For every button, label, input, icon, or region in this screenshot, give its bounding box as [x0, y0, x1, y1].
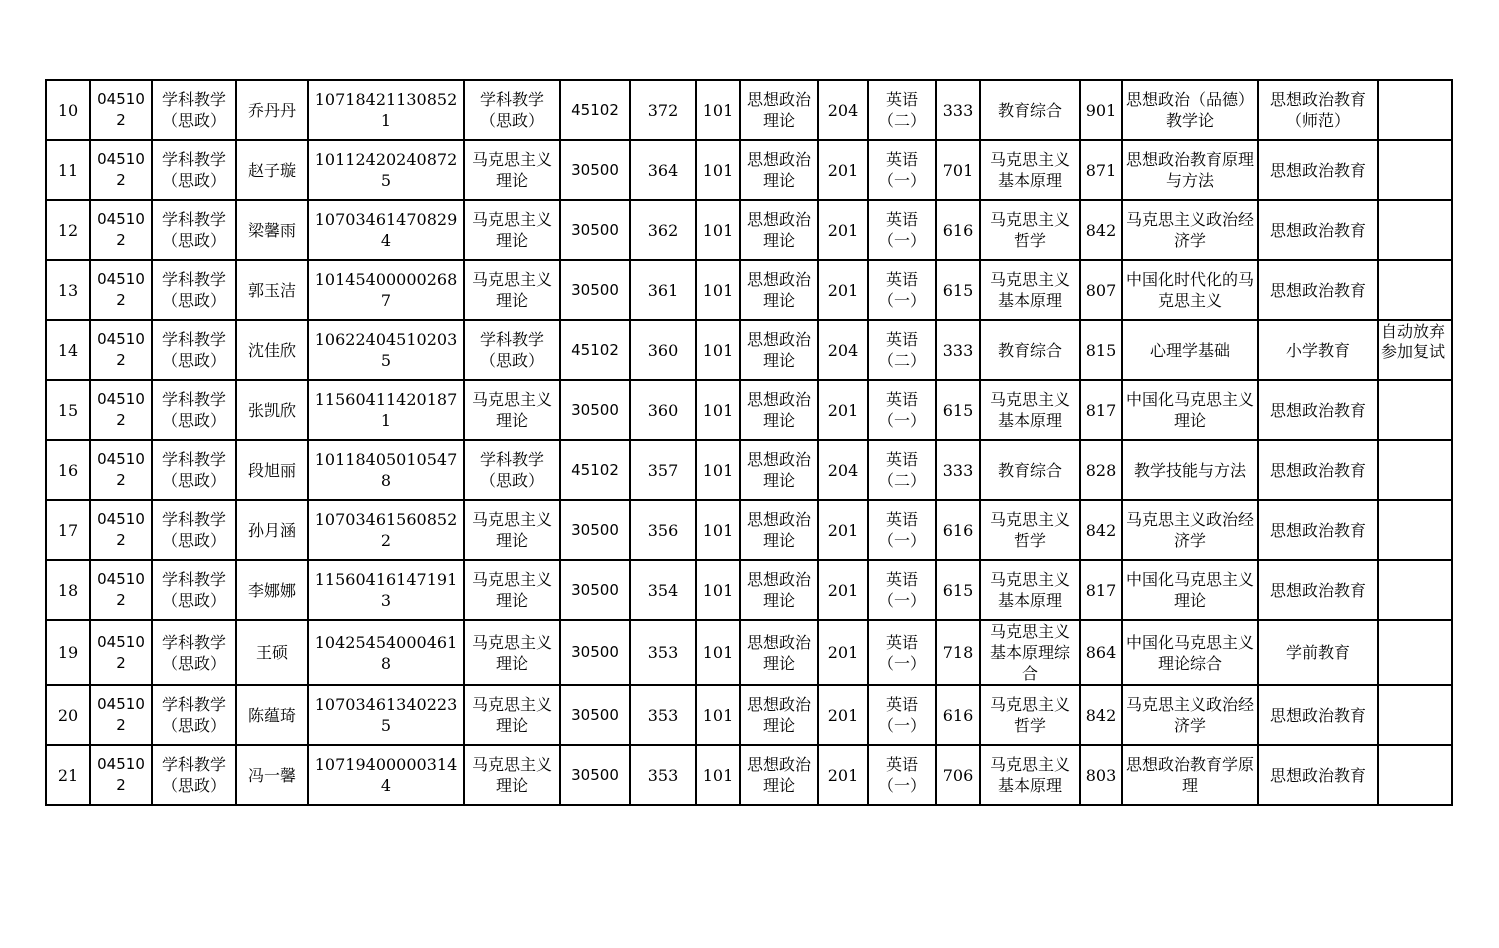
cell-major: 学科教学（思政） — [152, 500, 236, 560]
cell-name: 王硕 — [236, 620, 308, 685]
cell-english-name: 英语（一） — [868, 560, 936, 620]
cell-undergrad-major: 思想政治教育 — [1258, 440, 1378, 500]
cell-english-name: 英语（二） — [868, 440, 936, 500]
cell-subject3-name: 马克思主义哲学 — [980, 685, 1080, 745]
cell-politics-name: 思想政治理论 — [740, 380, 818, 440]
cell-apply-major: 马克思主义理论 — [464, 500, 560, 560]
cell-exam-id: 104254540004618 — [308, 620, 464, 685]
cell-apply-code: 45102 — [560, 440, 630, 500]
cell-subject4-code: 842 — [1080, 500, 1122, 560]
cell-subject3-name: 马克思主义基本原理 — [980, 745, 1080, 805]
cell-major-code: 045102 — [90, 685, 152, 745]
cell-name: 李娜娜 — [236, 560, 308, 620]
cell-total-score: 353 — [630, 620, 696, 685]
cell-total-score: 360 — [630, 320, 696, 380]
cell-politics-code: 101 — [696, 745, 740, 805]
cell-subject3-code: 616 — [936, 685, 980, 745]
cell-subject3-name: 马克思主义哲学 — [980, 500, 1080, 560]
cell-undergrad-major: 思想政治教育 — [1258, 200, 1378, 260]
cell-exam-id: 107034615608522 — [308, 500, 464, 560]
cell-subject4-name: 中国化马克思主义理论综合 — [1122, 620, 1258, 685]
cell-major-code: 045102 — [90, 440, 152, 500]
cell-subject3-code: 616 — [936, 200, 980, 260]
table-row — [46, 380, 1452, 440]
cell-english-name: 英语（一） — [868, 685, 936, 745]
cell-politics-code: 101 — [696, 80, 740, 140]
cell-major-code: 045102 — [90, 560, 152, 620]
cell-major: 学科教学（思政） — [152, 80, 236, 140]
table-row — [46, 620, 1452, 685]
cell-english-code: 201 — [818, 685, 868, 745]
cell-rank: 15 — [46, 380, 90, 440]
cell-exam-id: 107034613402235 — [308, 685, 464, 745]
cell-politics-name: 思想政治理论 — [740, 745, 818, 805]
cell-note — [1378, 440, 1452, 500]
cell-apply-major: 马克思主义理论 — [464, 560, 560, 620]
cell-name: 冯一馨 — [236, 745, 308, 805]
cell-subject4-name: 心理学基础 — [1122, 320, 1258, 380]
cell-apply-code: 45102 — [560, 80, 630, 140]
cell-politics-code: 101 — [696, 140, 740, 200]
cell-major: 学科教学（思政） — [152, 620, 236, 685]
cell-total-score: 361 — [630, 260, 696, 320]
cell-subject3-code: 333 — [936, 320, 980, 380]
cell-note — [1378, 500, 1452, 560]
cell-apply-code: 45102 — [560, 320, 630, 380]
cell-rank: 13 — [46, 260, 90, 320]
cell-rank: 20 — [46, 685, 90, 745]
cell-subject3-name: 教育综合 — [980, 440, 1080, 500]
cell-undergrad-major: 思想政治教育 — [1258, 260, 1378, 320]
cell-subject3-code: 615 — [936, 560, 980, 620]
cell-english-code: 201 — [818, 140, 868, 200]
cell-subject3-name: 马克思主义基本原理 — [980, 140, 1080, 200]
table-row — [46, 685, 1452, 745]
cell-name: 梁馨雨 — [236, 200, 308, 260]
cell-major: 学科教学（思政） — [152, 440, 236, 500]
cell-major-code: 045102 — [90, 500, 152, 560]
cell-undergrad-major: 小学教育 — [1258, 320, 1378, 380]
cell-subject3-code: 701 — [936, 140, 980, 200]
cell-subject4-code: 842 — [1080, 200, 1122, 260]
cell-major: 学科教学（思政） — [152, 685, 236, 745]
cell-english-name: 英语（一） — [868, 620, 936, 685]
cell-politics-code: 101 — [696, 440, 740, 500]
cell-english-code: 201 — [818, 620, 868, 685]
cell-politics-code: 101 — [696, 560, 740, 620]
cell-subject4-name: 马克思主义政治经济学 — [1122, 200, 1258, 260]
cell-subject4-name: 马克思主义政治经济学 — [1122, 500, 1258, 560]
cell-rank: 16 — [46, 440, 90, 500]
cell-exam-id: 107034614708294 — [308, 200, 464, 260]
cell-total-score: 353 — [630, 745, 696, 805]
cell-note — [1378, 745, 1452, 805]
cell-english-name: 英语（一） — [868, 380, 936, 440]
table-row — [46, 80, 1452, 140]
cell-note: 自动放弃参加复试 — [1378, 320, 1452, 380]
cell-rank: 11 — [46, 140, 90, 200]
cell-rank: 18 — [46, 560, 90, 620]
cell-english-code: 204 — [818, 80, 868, 140]
cell-politics-code: 101 — [696, 500, 740, 560]
cell-apply-major: 学科教学（思政） — [464, 80, 560, 140]
cell-subject3-code: 616 — [936, 500, 980, 560]
cell-subject3-name: 教育综合 — [980, 80, 1080, 140]
cell-apply-major: 马克思主义理论 — [464, 745, 560, 805]
cell-apply-code: 30500 — [560, 260, 630, 320]
cell-apply-major: 学科教学（思政） — [464, 440, 560, 500]
cell-major: 学科教学（思政） — [152, 260, 236, 320]
cell-politics-name: 思想政治理论 — [740, 685, 818, 745]
table-row — [46, 745, 1452, 805]
cell-subject3-code: 333 — [936, 80, 980, 140]
cell-politics-name: 思想政治理论 — [740, 200, 818, 260]
cell-note — [1378, 685, 1452, 745]
cell-subject3-code: 615 — [936, 260, 980, 320]
cell-english-code: 201 — [818, 260, 868, 320]
cell-apply-major: 马克思主义理论 — [464, 380, 560, 440]
cell-english-code: 201 — [818, 500, 868, 560]
cell-apply-major: 学科教学（思政） — [464, 320, 560, 380]
cell-subject4-code: 901 — [1080, 80, 1122, 140]
cell-exam-id: 115604114201871 — [308, 380, 464, 440]
cell-note — [1378, 620, 1452, 685]
cell-rank: 14 — [46, 320, 90, 380]
cell-subject3-code: 718 — [936, 620, 980, 685]
cell-rank: 21 — [46, 745, 90, 805]
cell-subject3-name: 马克思主义基本原理 — [980, 380, 1080, 440]
cell-english-name: 英语（一） — [868, 500, 936, 560]
cell-subject3-name: 马克思主义基本原理 — [980, 260, 1080, 320]
cell-exam-id: 101184050105478 — [308, 440, 464, 500]
cell-note — [1378, 80, 1452, 140]
cell-politics-name: 思想政治理论 — [740, 320, 818, 380]
cell-note — [1378, 260, 1452, 320]
cell-major: 学科教学（思政） — [152, 140, 236, 200]
table-row — [46, 140, 1452, 200]
cell-major: 学科教学（思政） — [152, 560, 236, 620]
cell-english-code: 204 — [818, 440, 868, 500]
cell-politics-code: 101 — [696, 320, 740, 380]
cell-major-code: 045102 — [90, 80, 152, 140]
cell-apply-code: 30500 — [560, 560, 630, 620]
cell-total-score: 372 — [630, 80, 696, 140]
cell-major: 学科教学（思政） — [152, 745, 236, 805]
cell-apply-major: 马克思主义理论 — [464, 200, 560, 260]
cell-total-score: 353 — [630, 685, 696, 745]
cell-undergrad-major: 思想政治教育 — [1258, 560, 1378, 620]
cell-subject4-code: 842 — [1080, 685, 1122, 745]
cell-subject3-name: 马克思主义基本原理综合 — [980, 620, 1080, 685]
cell-subject4-name: 马克思主义政治经济学 — [1122, 685, 1258, 745]
cell-total-score: 356 — [630, 500, 696, 560]
cell-politics-name: 思想政治理论 — [740, 620, 818, 685]
cell-exam-id: 115604161471913 — [308, 560, 464, 620]
cell-subject4-name: 中国化马克思主义理论 — [1122, 560, 1258, 620]
cell-subject4-name: 教学技能与方法 — [1122, 440, 1258, 500]
cell-name: 沈佳欣 — [236, 320, 308, 380]
cell-subject4-code: 817 — [1080, 560, 1122, 620]
cell-politics-code: 101 — [696, 380, 740, 440]
cell-apply-major: 马克思主义理论 — [464, 620, 560, 685]
cell-subject4-code: 871 — [1080, 140, 1122, 200]
table-row — [46, 320, 1452, 380]
cell-rank: 19 — [46, 620, 90, 685]
cell-politics-code: 101 — [696, 260, 740, 320]
cell-major-code: 045102 — [90, 745, 152, 805]
cell-undergrad-major: 思想政治教育 — [1258, 500, 1378, 560]
cell-major: 学科教学（思政） — [152, 200, 236, 260]
cell-apply-code: 30500 — [560, 685, 630, 745]
cell-undergrad-major: 思想政治教育 — [1258, 140, 1378, 200]
cell-politics-name: 思想政治理论 — [740, 500, 818, 560]
cell-english-name: 英语（一） — [868, 200, 936, 260]
cell-total-score: 362 — [630, 200, 696, 260]
cell-subject3-name: 马克思主义哲学 — [980, 200, 1080, 260]
admission-table — [45, 79, 1453, 806]
cell-major: 学科教学（思政） — [152, 320, 236, 380]
cell-name: 陈蕴琦 — [236, 685, 308, 745]
cell-subject4-code: 817 — [1080, 380, 1122, 440]
cell-subject3-name: 马克思主义基本原理 — [980, 560, 1080, 620]
cell-subject3-code: 706 — [936, 745, 980, 805]
cell-english-code: 201 — [818, 380, 868, 440]
cell-apply-code: 30500 — [560, 500, 630, 560]
cell-major-code: 045102 — [90, 620, 152, 685]
cell-total-score: 357 — [630, 440, 696, 500]
cell-undergrad-major: 思想政治教育 — [1258, 745, 1378, 805]
cell-apply-code: 30500 — [560, 620, 630, 685]
cell-subject4-code: 828 — [1080, 440, 1122, 500]
table-row — [46, 440, 1452, 500]
cell-english-code: 201 — [818, 745, 868, 805]
cell-politics-code: 101 — [696, 620, 740, 685]
cell-subject4-name: 中国化马克思主义理论 — [1122, 380, 1258, 440]
cell-english-name: 英语（一） — [868, 745, 936, 805]
cell-apply-code: 30500 — [560, 380, 630, 440]
cell-rank: 17 — [46, 500, 90, 560]
table-row — [46, 500, 1452, 560]
cell-name: 段旭丽 — [236, 440, 308, 500]
cell-politics-name: 思想政治理论 — [740, 80, 818, 140]
cell-major-code: 045102 — [90, 380, 152, 440]
cell-apply-major: 马克思主义理论 — [464, 685, 560, 745]
table-row — [46, 200, 1452, 260]
cell-major-code: 045102 — [90, 260, 152, 320]
cell-apply-major: 马克思主义理论 — [464, 260, 560, 320]
cell-undergrad-major: 思想政治教育（师范） — [1258, 80, 1378, 140]
cell-major-code: 045102 — [90, 200, 152, 260]
cell-subject4-code: 803 — [1080, 745, 1122, 805]
cell-exam-id: 101454000002687 — [308, 260, 464, 320]
cell-total-score: 354 — [630, 560, 696, 620]
cell-politics-name: 思想政治理论 — [740, 560, 818, 620]
cell-apply-major: 马克思主义理论 — [464, 140, 560, 200]
cell-note — [1378, 140, 1452, 200]
cell-exam-id: 107194000003144 — [308, 745, 464, 805]
cell-english-name: 英语（一） — [868, 260, 936, 320]
table-body — [46, 80, 1452, 805]
table-row — [46, 560, 1452, 620]
cell-apply-code: 30500 — [560, 745, 630, 805]
cell-total-score: 360 — [630, 380, 696, 440]
cell-major-code: 045102 — [90, 140, 152, 200]
cell-english-name: 英语（二） — [868, 80, 936, 140]
cell-subject4-name: 中国化时代化的马克思主义 — [1122, 260, 1258, 320]
cell-subject4-name: 思想政治教育原理与方法 — [1122, 140, 1258, 200]
cell-politics-name: 思想政治理论 — [740, 140, 818, 200]
cell-apply-code: 30500 — [560, 200, 630, 260]
cell-subject4-code: 815 — [1080, 320, 1122, 380]
cell-total-score: 364 — [630, 140, 696, 200]
cell-english-name: 英语（一） — [868, 140, 936, 200]
cell-undergrad-major: 学前教育 — [1258, 620, 1378, 685]
cell-name: 乔丹丹 — [236, 80, 308, 140]
cell-politics-code: 101 — [696, 685, 740, 745]
cell-exam-id: 106224045102035 — [308, 320, 464, 380]
cell-name: 赵子璇 — [236, 140, 308, 200]
cell-exam-id: 107184211308521 — [308, 80, 464, 140]
cell-rank: 10 — [46, 80, 90, 140]
cell-subject3-code: 333 — [936, 440, 980, 500]
cell-exam-id: 101124202408725 — [308, 140, 464, 200]
cell-subject3-name: 教育综合 — [980, 320, 1080, 380]
cell-note — [1378, 560, 1452, 620]
cell-name: 孙月涵 — [236, 500, 308, 560]
cell-name: 张凯欣 — [236, 380, 308, 440]
cell-english-code: 201 — [818, 200, 868, 260]
cell-subject4-name: 思想政治教育学原理 — [1122, 745, 1258, 805]
cell-rank: 12 — [46, 200, 90, 260]
cell-apply-code: 30500 — [560, 140, 630, 200]
cell-politics-code: 101 — [696, 200, 740, 260]
cell-name: 郭玉洁 — [236, 260, 308, 320]
cell-subject4-name: 思想政治（品德）教学论 — [1122, 80, 1258, 140]
cell-undergrad-major: 思想政治教育 — [1258, 380, 1378, 440]
table-row — [46, 260, 1452, 320]
cell-major: 学科教学（思政） — [152, 380, 236, 440]
cell-english-name: 英语（二） — [868, 320, 936, 380]
cell-politics-name: 思想政治理论 — [740, 260, 818, 320]
cell-subject4-code: 864 — [1080, 620, 1122, 685]
cell-politics-name: 思想政治理论 — [740, 440, 818, 500]
cell-undergrad-major: 思想政治教育 — [1258, 685, 1378, 745]
cell-subject4-code: 807 — [1080, 260, 1122, 320]
cell-english-code: 204 — [818, 320, 868, 380]
cell-major-code: 045102 — [90, 320, 152, 380]
cell-english-code: 201 — [818, 560, 868, 620]
cell-note — [1378, 200, 1452, 260]
cell-subject3-code: 615 — [936, 380, 980, 440]
cell-note — [1378, 380, 1452, 440]
